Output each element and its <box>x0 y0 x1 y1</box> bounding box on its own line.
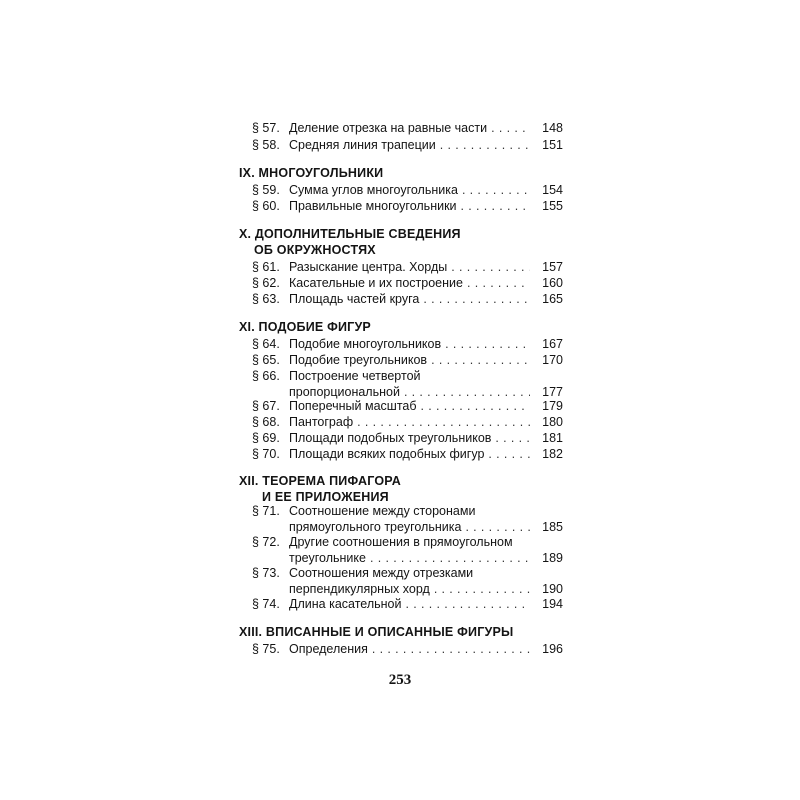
chapter-heading-11 <box>239 319 569 335</box>
section-number: § 58. <box>252 138 280 152</box>
section-number: § 69. <box>252 431 280 445</box>
chapter-heading-10 <box>239 226 569 258</box>
page-number: 165 <box>542 292 563 306</box>
section-title-continued: перпендикулярных хорд <box>289 582 430 596</box>
section-number: § 73. <box>252 566 280 580</box>
dot-leader <box>370 550 530 566</box>
section-title: Подобие треугольников <box>289 353 428 367</box>
section-number: § 62. <box>252 276 280 290</box>
section-title: Другие соотношения в прямоугольном <box>289 535 513 549</box>
toc-entry-65 <box>252 352 563 368</box>
section-title: Деление отрезка на равные части <box>289 121 488 135</box>
toc-entry-69 <box>252 430 563 446</box>
chapter-title: XII. ТЕОРЕМА ПИФАГОРА <box>239 474 401 488</box>
section-number: § 67. <box>252 399 280 413</box>
section-title: Площади всяких подобных фигур <box>289 447 485 461</box>
toc-entry-61 <box>252 259 563 275</box>
dot-leader <box>405 596 530 612</box>
section-number: § 74. <box>252 597 280 611</box>
toc-entry-68 <box>252 414 563 430</box>
section-number: § 72. <box>252 535 280 549</box>
page-number: 180 <box>542 415 563 429</box>
toc-entry-62 <box>252 275 563 291</box>
page-number: 181 <box>542 431 563 445</box>
dot-leader <box>357 414 530 430</box>
chapter-title-continued: ОБ ОКРУЖНОСТЯХ <box>254 243 376 257</box>
section-number: § 66. <box>252 369 280 383</box>
chapter-title: XIII. ВПИСАННЫЕ И ОПИСАННЫЕ ФИГУРЫ <box>239 625 514 639</box>
toc-entry-58 <box>252 137 563 153</box>
section-title: Определения <box>289 642 368 656</box>
dot-leader <box>423 291 530 307</box>
dot-leader <box>451 259 530 275</box>
page-number: 151 <box>542 138 563 152</box>
page-folio: 253 <box>388 672 412 688</box>
section-number: § 65. <box>252 353 280 367</box>
chapter-title: XI. ПОДОБИЕ ФИГУР <box>239 320 371 334</box>
dot-leader <box>461 198 530 214</box>
section-number: § 71. <box>252 504 280 518</box>
section-number: § 61. <box>252 260 280 274</box>
page-number: 170 <box>542 353 563 367</box>
chapter-heading-12 <box>239 473 569 505</box>
toc-entry-60 <box>252 198 563 214</box>
section-title-continued: прямоугольного треугольника <box>289 520 462 534</box>
page-number: 157 <box>542 260 563 274</box>
section-title-continued: треугольнике <box>289 551 366 565</box>
dot-leader <box>434 581 530 597</box>
dot-leader <box>421 398 530 414</box>
page-number: 155 <box>542 199 563 213</box>
toc-entry-57 <box>252 120 563 136</box>
section-title: Площадь частей круга <box>289 292 420 306</box>
dot-leader <box>445 336 530 352</box>
toc-entry-70 <box>252 446 563 462</box>
section-title: Пантограф <box>289 415 354 429</box>
chapter-heading-13 <box>239 624 569 640</box>
section-number: § 63. <box>252 292 280 306</box>
chapter-title-continued: И ЕЕ ПРИЛОЖЕНИЯ <box>262 490 389 504</box>
page-number: 182 <box>542 447 563 461</box>
page-number: 160 <box>542 276 563 290</box>
section-title: Соотношения между отрезками <box>289 566 474 580</box>
chapter-heading-9 <box>239 165 569 181</box>
toc-entry-75 <box>252 641 563 657</box>
section-title-continued: пропорциональной <box>289 385 400 399</box>
section-number: § 60. <box>252 199 280 213</box>
page-number: 167 <box>542 337 563 351</box>
section-number: § 64. <box>252 337 280 351</box>
toc-entry-73 <box>252 565 563 597</box>
page-number: 185 <box>542 520 563 534</box>
section-title: Разыскание центра. Хорды <box>289 260 448 274</box>
toc-entry-71 <box>252 503 563 535</box>
section-title: Правильные многоугольники <box>289 199 457 213</box>
section-number: § 75. <box>252 642 280 656</box>
section-number: § 59. <box>252 183 280 197</box>
page-number: 148 <box>542 121 563 135</box>
dot-leader <box>467 275 530 291</box>
page-number: 190 <box>542 582 563 596</box>
section-title: Соотношение между сторонами <box>289 504 476 518</box>
section-title: Сумма углов многоугольника <box>289 183 458 197</box>
dot-leader <box>431 352 530 368</box>
section-title: Средняя линия трапеции <box>289 138 436 152</box>
section-title: Длина касательной <box>289 597 402 611</box>
section-number: § 68. <box>252 415 280 429</box>
page-number: 179 <box>542 399 563 413</box>
page-number: 177 <box>542 385 563 399</box>
chapter-title: IX. МНОГОУГОЛЬНИКИ <box>239 166 384 180</box>
page-number: 189 <box>542 551 563 565</box>
toc-entry-74 <box>252 596 563 612</box>
dot-leader <box>495 430 530 446</box>
toc-entry-59 <box>252 182 563 198</box>
toc-entry-66 <box>252 368 563 400</box>
dot-leader <box>372 641 530 657</box>
toc-entry-72 <box>252 534 563 566</box>
section-number: § 70. <box>252 447 280 461</box>
dot-leader <box>488 446 530 462</box>
dot-leader <box>440 137 530 153</box>
section-title: Площади подобных треугольников <box>289 431 492 445</box>
chapter-title: X. ДОПОЛНИТЕЛЬНЫЕ СВЕДЕНИЯ <box>239 227 461 241</box>
toc-entry-63 <box>252 291 563 307</box>
section-title: Построение четвертой <box>289 369 421 383</box>
page-number: 154 <box>542 183 563 197</box>
section-title: Поперечный масштаб <box>289 399 417 413</box>
dot-leader <box>491 120 530 136</box>
page-number: 196 <box>542 642 563 656</box>
toc-entry-64 <box>252 336 563 352</box>
section-number: § 57. <box>252 121 280 135</box>
dot-leader <box>462 182 530 198</box>
page-number: 194 <box>542 597 563 611</box>
dot-leader <box>465 519 530 535</box>
section-title: Подобие многоугольников <box>289 337 442 351</box>
section-title: Касательные и их построение <box>289 276 463 290</box>
toc-entry-67 <box>252 398 563 414</box>
